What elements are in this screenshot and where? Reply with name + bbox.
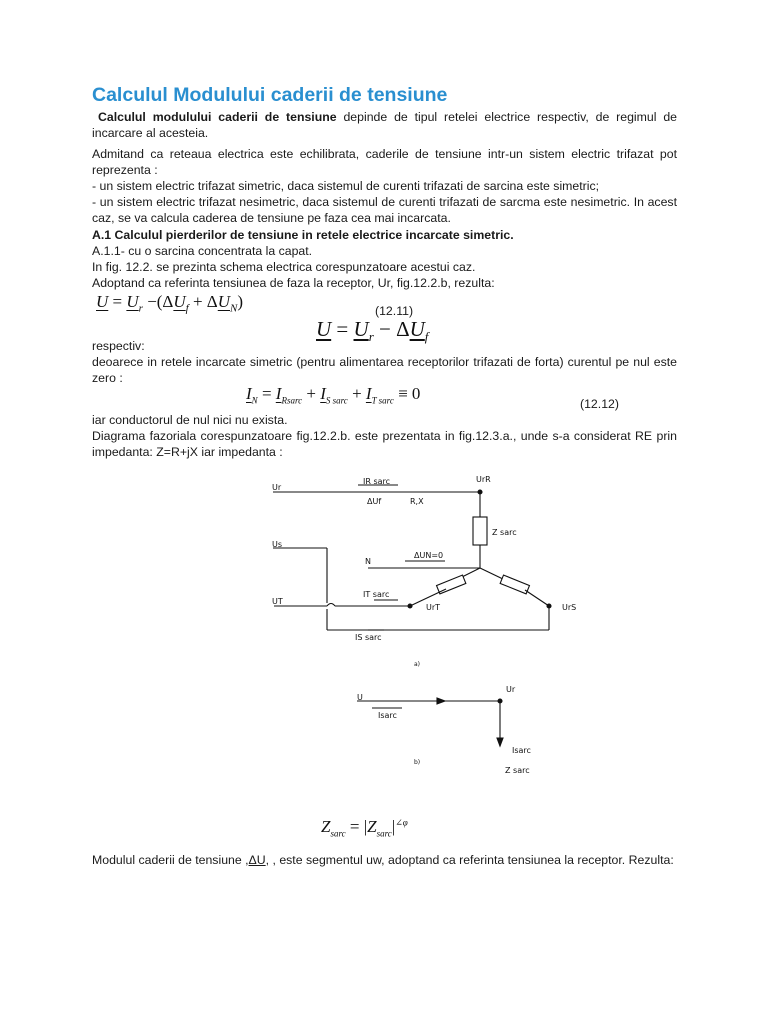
intro-bold: Calculul modulului caderii de tensiune	[98, 110, 337, 124]
label-us: Us	[272, 540, 283, 549]
label-n: N	[365, 557, 371, 566]
line-fig: In fig. 12.2. se prezinta schema electrica corespunzatoare acestui caz.	[92, 260, 476, 274]
bullet-simetric: - un sistem electric trifazat simetric, daca sistemul de curenti trifazati de sarcina este simetric;	[92, 179, 600, 193]
label-ut: UT	[272, 597, 283, 606]
label-isarc: Isarc	[378, 711, 397, 720]
label-rx: R,X	[410, 497, 424, 506]
respectiv-label: respectiv:	[92, 339, 145, 353]
label-z-sarc: Z sarc	[492, 528, 517, 537]
equation-1: $U = U_r -(\Delta U_f + \Delta U_N)$	[96, 292, 244, 315]
paragraph-diagrama: Diagrama fazoriala corespunzatoare fig.12.2.b. este prezentata in fig.12.3.a., unde s-a considerat RE prin impedanta: Z=R+jX iar impedanta :	[92, 429, 677, 459]
equation-3: $I_N = I_{Rsarc} + I_{S sarc} + I_{T sarc} \equiv 0$	[246, 384, 421, 406]
equation-number-12-12: (12.12)	[580, 397, 619, 411]
label-urt: UrT	[426, 603, 441, 612]
label-delta-uf: ΔUf	[367, 497, 382, 506]
line-a11: A.1.1- cu o sarcina concentrata la capat.	[92, 244, 313, 258]
label-ir-sarc: IR sarc	[363, 477, 391, 486]
caption-a: a)	[414, 661, 421, 668]
label-urs: UrS	[562, 603, 577, 612]
bullet-nesimetric: - un sistem electric trifazat nesimetric, daca sistemul de curenti trifazati de sarcma este nesimetric. In acest caz, se va calcula caderea de tensiune pe faza cea mai incarcata.	[92, 195, 677, 225]
caption-b: b)	[414, 759, 421, 766]
equation-4: $Z_{sarc} = |Z_{sarc}|^{\angle\varphi}$	[321, 817, 408, 839]
heading-a1: A.1 Calculul pierderilor de tensiune in retele electrice incarcate simetric.	[92, 228, 514, 242]
label-it-sarc: IT sarc	[363, 590, 390, 599]
line-adopt: Adoptand ca referinta tensiunea de faza la receptor, Ur, fig.12.2.b, rezulta:	[92, 276, 495, 290]
label-u: U	[357, 693, 363, 702]
label-z-sarc-b: Z sarc	[505, 766, 530, 775]
label-is-sarc: IS sarc	[355, 633, 382, 642]
label-isarc-right: Isarc	[512, 746, 531, 755]
equation-number-12-11: (12.11)	[375, 304, 414, 318]
page-title: Calculul Modulului caderii de tensiune	[92, 84, 448, 106]
paragraph-admitand: Admitand ca reteaua electrica este echilibrata, caderile de tensiune intr-un sistem electric trifazat pot reprezenta :	[92, 147, 677, 177]
label-ur-b: Ur	[506, 685, 516, 694]
paragraph-modulul: Modulul caderii de tensiune ,ΔU, , este segmentul uw, adoptand ca referinta tensiunea la receptor. Rezulta:	[92, 853, 674, 867]
paragraph-deoarece: deoarece in retele incarcate simetric (pentru alimentarea receptorilor trifazati de forta) curentul pe nul este zero :	[92, 355, 677, 385]
equation-2: $U = U_r - \Delta U_f$	[316, 317, 429, 345]
delta-u: ΔU	[248, 853, 266, 867]
intro-rest: depinde de tipul retelei electrice respectiv, de regimul de incarcare al acesteia.	[92, 110, 677, 140]
line-nul: iar conductorul de nul nici nu exista.	[92, 413, 288, 427]
label-urr: UrR	[476, 475, 491, 484]
label-delta-un: ΔUN=0	[414, 551, 444, 560]
label-ur: Ur	[272, 483, 282, 492]
intro-paragraph	[92, 110, 677, 141]
